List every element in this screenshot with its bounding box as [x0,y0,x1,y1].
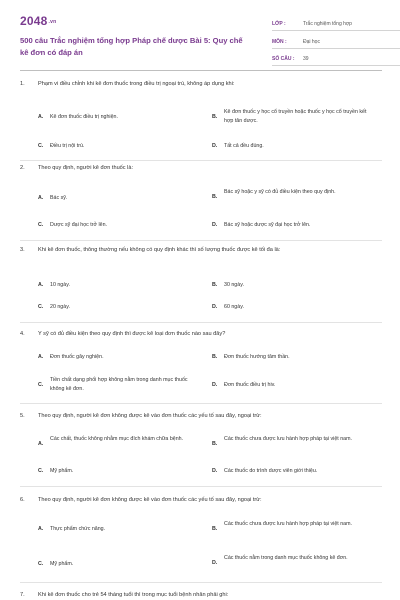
option-letter: D. [212,560,218,566]
question-number: 5. [20,413,25,419]
option-text: Điều trị nội trú. [50,143,85,149]
option-text: Kê đơn thuốc y học cổ truyền hoặc thuốc y học cổ truyền kết hợp tân dược. [224,109,367,124]
option-letter: A. [38,441,44,447]
meta-count-row [272,51,400,66]
logo-text: 2048 [20,14,48,28]
option-text: Bác sỹ hoặc dược sỹ đại học trở lên. [224,222,311,228]
option-letter: C. [38,304,44,310]
question-body: Theo quy định, người kê đơn không được kê vào đơn thuốc các yếu tố sau đây, ngoại trừ: [38,413,262,419]
question-number: 3. [20,247,25,253]
option-text: Bác sỹ. [50,195,68,201]
option-letter: D. [212,382,218,388]
option-text: Các chất, thuốc không nhằm mục đích khám chữa bệnh. [50,436,184,442]
option-letter: D. [212,468,218,474]
question-divider [20,160,382,161]
meta-subject-row [272,34,400,49]
option-letter: B. [212,526,218,532]
meta-class-value: Trắc nghiệm tổng hợp [303,21,352,27]
page-header [20,14,382,66]
option-letter: B. [212,441,218,447]
meta-subject-label: MÔN : [272,38,287,45]
meta-class-row [272,16,400,31]
option-letter: A. [38,526,44,532]
option-text: Đơn thuốc gây nghiện. [50,354,104,360]
option-letter: A. [38,282,44,288]
option-letter: B. [212,194,218,200]
option-letter: B. [212,354,218,360]
site-logo[interactable] [20,14,56,28]
option-letter: A. [38,354,44,360]
option-text: Các thuốc nằm trong danh mục thuốc không kê đơn. [224,555,348,561]
option-letter: A. [38,114,44,120]
exam-meta [272,16,400,69]
option-letter: D. [212,222,218,228]
option-text: Mỹ phẩm. [50,468,74,474]
option-text: Bác sỹ hoặc y sỹ có đủ điều kiện theo quy định. [224,189,336,195]
option-text: Tiền chất dạng phối hợp không nằm trong danh mục thuốc không kê đơn. [50,377,188,392]
question-body: Theo quy định, người kê đơn thuốc là: [38,165,134,171]
option-text: Các thuốc chưa được lưu hành hợp pháp tại việt nam. [224,521,353,527]
option-text: Dược sỹ đại học trở lên. [50,222,108,228]
option-text: 20 ngày. [50,304,70,310]
question-number: 7. [20,592,25,598]
meta-subject-value: Đại học [303,38,320,45]
question-divider [20,486,382,487]
option-text: Mỹ phẩm. [50,561,74,567]
question-body: Khi kê đơn thuốc cho trẻ 54 tháng tuổi thì trong mục tuổi bệnh nhân phải ghi: [38,592,229,598]
question-number: 4. [20,331,25,337]
question-divider [20,582,382,583]
question-body: Khi kê đơn thuốc, thông thường nếu không có quy định khác thì số lượng thuốc được kê tối đa là: [38,247,281,253]
option-letter: C. [38,222,44,228]
logo-suffix: .vn [48,18,57,25]
option-text: 10 ngày. [50,282,70,288]
option-letter: B. [212,114,218,120]
question-divider [20,322,382,323]
option-letter: A. [38,195,44,201]
option-text: Các thuốc chưa được lưu hành hợp pháp tại việt nam. [224,436,353,442]
option-text: 60 ngày. [224,304,244,310]
option-text: Thực phẩm chức năng. [50,526,106,532]
option-letter: D. [212,143,218,149]
option-text: Tất cả đều đúng. [224,143,264,149]
question-number: 1. [20,81,25,87]
meta-class-label: LỚP : [272,21,286,27]
page-title: 500 câu Trắc nghiệm tổng hợp Pháp chế dược Bài 5: Quy chế kê đơn có đáp án [20,36,243,57]
question-body: Y sỹ có đủ điều kiện theo quy định thì được kê loại đơn thuốc nào sau đây? [38,331,226,337]
option-text: Đơn thuốc điều trị hiv. [224,382,276,388]
meta-count-value: 39 [303,56,309,62]
option-letter: C. [38,468,44,474]
option-text: Đơn thuốc hướng tâm thần. [224,354,290,360]
question-body: Phạm vi điều chỉnh khi kê đơn thuốc trong điều trị ngoại trú, không áp dụng khi: [38,81,235,87]
option-text: Các thuốc do trình dược viên giới thiệu. [224,468,318,474]
meta-count-label: SỐ CÂU : [272,56,295,62]
option-text: Kê đơn thuốc điều trị nghiện. [50,114,118,120]
option-letter: D. [212,304,218,310]
question-body: Theo quy định, người kê đơn không được kê vào đơn thuốc các yếu tố sau đây, ngoại trừ: [38,497,262,503]
header-divider [20,70,382,71]
question-number: 6. [20,497,25,503]
question-divider [20,240,382,241]
option-letter: C. [38,143,44,149]
question-number: 2. [20,165,25,171]
option-letter: C. [38,382,44,388]
option-text: 30 ngày. [224,282,244,288]
option-letter: B. [212,282,218,288]
option-letter: C. [38,561,44,567]
question-divider [20,403,382,404]
